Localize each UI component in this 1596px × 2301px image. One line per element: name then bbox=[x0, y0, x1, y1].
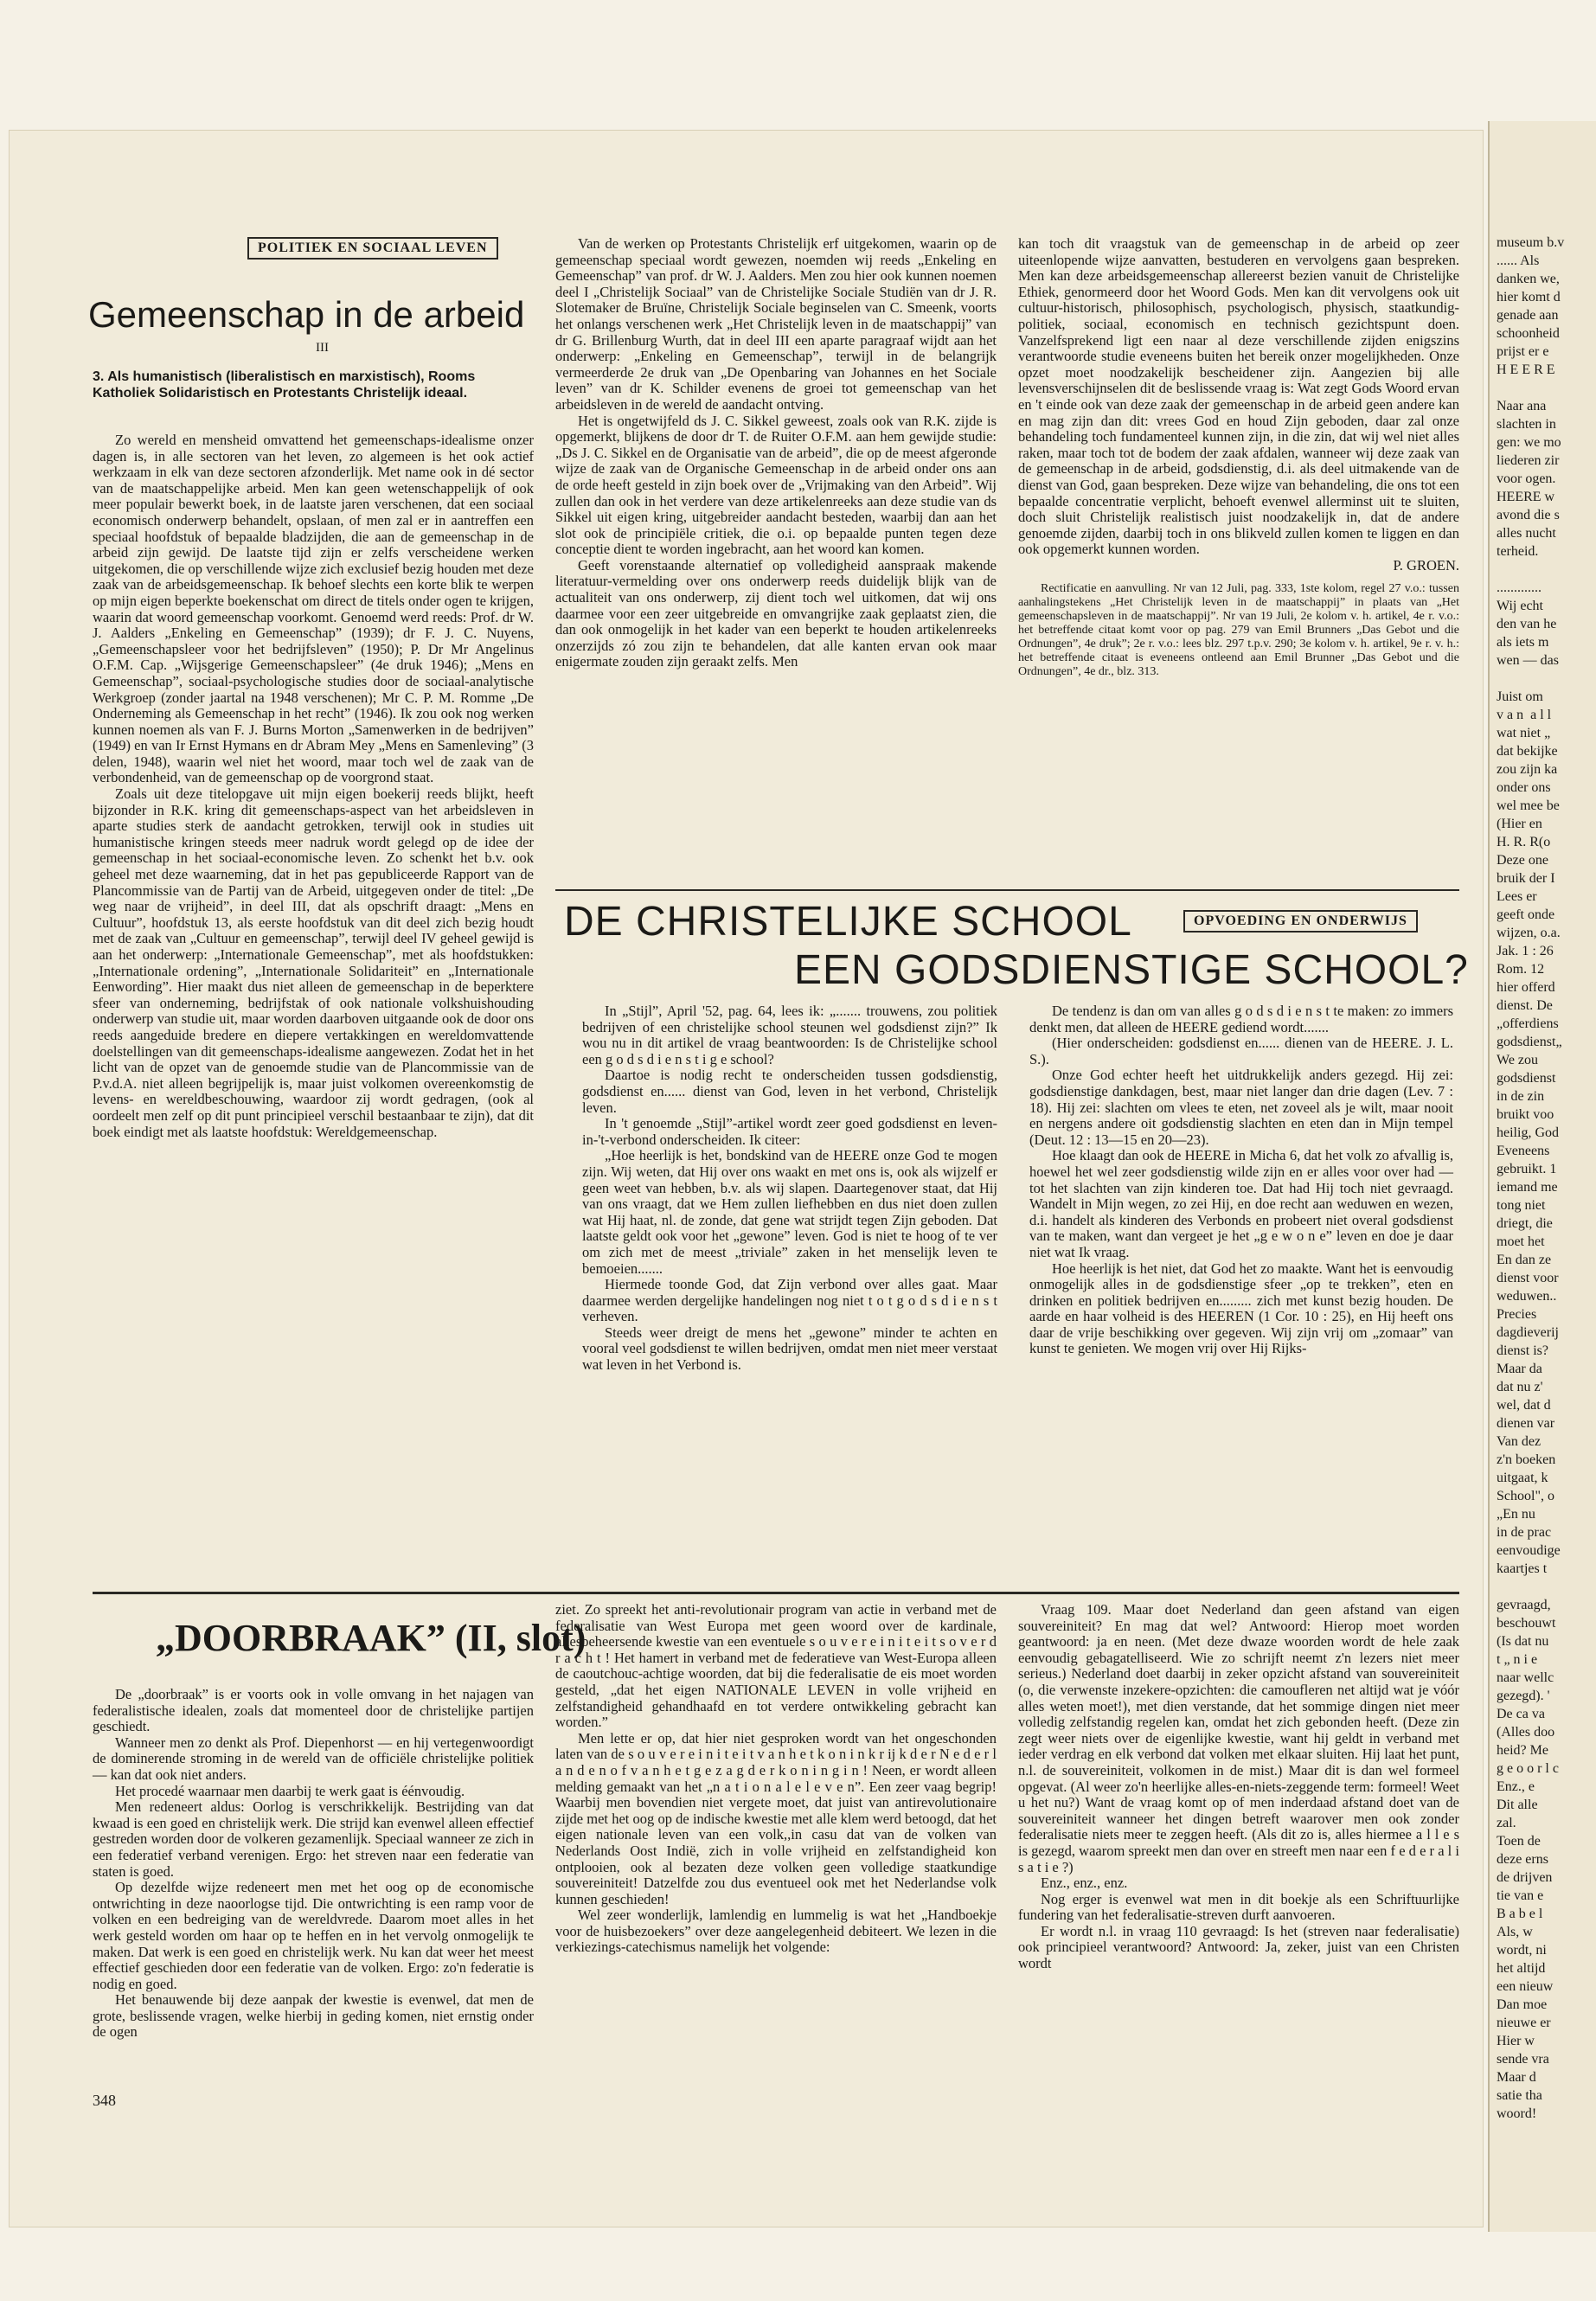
paragraph: Wel zeer wonderlijk, lamlendig en lummelig is wat het „Handboekje voor de huisbezoekers” over deze aangelegenheid debiteert. We lezen in die verkiezings-catechismus namelijk het volgende: bbox=[555, 1907, 997, 1956]
next-page-line bbox=[1497, 1578, 1564, 1596]
next-page-line: hier offerd bbox=[1497, 980, 1555, 995]
next-page-line: gezegd). ' bbox=[1497, 1689, 1550, 1703]
paragraph: Hoe heerlijk is het niet, dat God het zo maakte. Want het is eenvoudig onmogelijk alles in de godsdienstige sfeer „op te trekken”, eten en drinken en politiek bedrijven en......... zich met kunst bezig houden. De aarde en haar volheid is des HEEREN (1 Cor. 10 : 25), en Hij heeft ons daar de vrije beschikking over gegeven. Wij zijn vrij om „zomaar” van kunst te genieten. We mogen vrij over Hij Rijks- bbox=[1029, 1259, 1453, 1357]
paragraph: Het is ongetwijfeld ds J. C. Sikkel geweest, zoals ook van R.K. zijde is opgemerkt, blijkens de door dr T. de Ruiter O.F.M. aan hem gewijde studie: „Ds J. C. Sikkel en de Organisatie van de arbeid”, die op de meest afgeronde wijze de zaak van de Organische Gemeenschap in de arbeid onder ons aan de orde heeft gesteld in zijn boek over de „Vrijmaking van den Arbeid”. Wij zullen dan ook in het verdere van deze artikelenreeks aan deze studie van ds Sikkel uit eigen kring, uitgebreider aandacht besteden, waarbij dan aan het slot ook de principiële critiek, die o.i. op bepaalde punten tegen deze conceptie dient te worden ingebracht, aan het woord kan komen. bbox=[555, 412, 997, 558]
paragraph: Onze God echter heeft het uitdrukkelijk anders gezegd. Hij zei: godsdienstige dankdagen, best, maar niet langer dan drie dagen (Lev. 7 : 18). Hij zei: slachten om vlees te eten, net zoveel als je wilt, maar nooit en nergens andere oit godsdienstig slachten en eten dan in Mijn tempel (Deut. 12 : 13—15 en 20—23). bbox=[1029, 1067, 1453, 1148]
next-page-line: avond die s bbox=[1497, 508, 1560, 522]
next-page-line: ............. bbox=[1497, 580, 1542, 595]
paragraph: Nog erger is evenwel wat men in dit boekje als een Schriftuurlijke fundering van het federalisatie-streven durft aanvoeren. bbox=[1018, 1890, 1459, 1924]
next-page-line: driegt, die bbox=[1497, 1216, 1553, 1231]
next-page-line: kaartjes t bbox=[1497, 1561, 1548, 1576]
paragraph: Er wordt n.l. in vraag 110 gevraagd: Is het (streven naar federalisatie) ook principieel verantwoord? Antwoord: Ja, zeker, juist van een Christen wordt bbox=[1018, 1922, 1459, 1972]
next-page-line: het altijd bbox=[1497, 1961, 1546, 1976]
next-page-line: liederen zir bbox=[1497, 453, 1560, 468]
next-page-line: t „ n i e bbox=[1497, 1652, 1538, 1667]
next-page-line bbox=[1497, 379, 1564, 397]
next-page-line: weduwen.. bbox=[1497, 1289, 1557, 1304]
next-page-line: ...... Als bbox=[1497, 253, 1540, 268]
divider bbox=[555, 889, 1459, 891]
next-page-line: Maar da bbox=[1497, 1362, 1542, 1376]
next-page-line bbox=[1497, 670, 1564, 688]
paragraph: Men lette er op, dat hier niet gesproken wordt van het ongeschonden laten van de s o u v e r e i n i t e i t v a n h e t k o n i n k r ij k d e r N e d e r l a n d e n o f v a n h e t g e z a g d e r k o n i n g i n ! Neen, er wordt alleen melding gemaakt van het „n a t i o n a l e l e v e n”. Een zeer vaag begrip! Waarbij men bovendien niet vergete moet, dat juist van antirevolutionaire zijde met het oog op de indische kwestie met alle klem werd betoogd, dat het eigen nationale leven van een volk,,in casu dat van de volken van Nederlands Oost Indië, zich in volle vrijheid en zelfstandigheid kon ontplooien, ook al bezaten deze volken geen volledige staatkundige souvereiniteit! Datzelfde zou dus eventueel ook met het Nederlandse volk kunnen geschieden! bbox=[555, 1729, 997, 1907]
next-page-line: (Alles doo bbox=[1497, 1725, 1555, 1740]
rectification-note: Rectificatie en aanvulling. Nr van 12 Juli, pag. 333, 1ste kolom, regel 27 v.o.: tussen aanhalingstekens „Het Christelijk leven in de maatschappij” in plaats van „Het gemeenschapsleven in de maatschappij”. Nr van 19 Juli, 2e kolom v. h. artikel, 4e r. v.o.: het betreffende citaat komt voor op pag. 279 van Emil Brunners „Das Gebot und die Ordnungen”, 4e druk”; 2e r. v.o.: lees blz. 297 t.p.v. 290; 3e kolom v. h. artikel, 9e r. v. h.: het betreffende citaat is eveneens ontleend aan Emil Brunner „Das Gebot und die Ordnungen”, 4e dr., blz. 313. bbox=[1018, 582, 1459, 679]
next-page-line: voor ogen. bbox=[1497, 471, 1556, 486]
next-page-line: museum b.v bbox=[1497, 235, 1565, 250]
next-page-line: wat niet „ bbox=[1497, 726, 1551, 740]
next-page-line: H E E R E bbox=[1497, 362, 1555, 377]
next-page-line: zou zijn ka bbox=[1497, 762, 1558, 777]
magazine-page bbox=[9, 130, 1484, 2227]
paragraph: In „Stijl”, April '52, pag. 64, lees ik: „....... trouwens, zou politiek bedrijven of een christelijke school steunen wel godsdienst zijn?” Ik wou nu in dit artikel de vraag beantwoorden: Is de Christelijke school een g o d s d i e n s t i g e school? bbox=[582, 1003, 997, 1067]
next-page-line: heilig, God bbox=[1497, 1125, 1559, 1140]
paragraph: Van de werken op Protestants Christelijk erf uitgekomen, waarin op de gemeenschap speciaal wordt gewezen, noemden wij reeds „Enkeling en Gemeenschap” van prof. dr W. J. Aalders. Men zou hier ook kunnen noemen deel I „Christelijk Sociaal” van de Christelijke Sociale Studiën van dr J. R. Slotemaker de Bruïne, Christelijk Sociale beginselen van C. Smeenk, voorts het onlangs verschenen werk „Het Christelijk leven in de maatschappij” van dr G. Brillenburg Wurth, dat in deel III een aparte paragraaf wijdt aan het onderwerp: „Enkeling en Gemeenschap”, terwijl in de belangrijk vermeerderde 2e druk van „De Openbaring van Johannes en het Sociale leven” van dr K. Schilder evenens de groei tot gemeenschap van het arbeidsleven in de wereld de aandacht ontving. bbox=[555, 235, 997, 413]
next-page-line: Maar d bbox=[1497, 2070, 1536, 2085]
next-page-line: Hier w bbox=[1497, 2034, 1535, 2048]
next-page-line: godsdienst„ bbox=[1497, 1035, 1562, 1049]
next-page-line: sende vra bbox=[1497, 2052, 1549, 2067]
article1-subhead: 3. Als humanistisch (liberalistisch en marxistisch), Rooms Katholiek Solidaristisch en Protestants Christelijk ideaal. bbox=[93, 369, 476, 401]
next-page-line: „offerdiens bbox=[1497, 1016, 1559, 1031]
next-page-line: dienst is? bbox=[1497, 1343, 1548, 1358]
article3-title: „DOORBRAAK” (II, slot) bbox=[156, 1617, 586, 1659]
next-page-line: heid? Me bbox=[1497, 1743, 1548, 1758]
next-page-line: eenvoudige bbox=[1497, 1543, 1561, 1558]
next-page-line: Juist om bbox=[1497, 689, 1543, 704]
next-page-line: (Is dat nu bbox=[1497, 1634, 1549, 1649]
paragraph: Men redeneert aldus: Oorlog is verschrikkelijk. Bestrijding van dat kwaad is een goed en christelijk werk. Die strijd kan evenwel alleen effectief gestreden worden door de volkeren gezamenlijk. Speciaal wanneer ze zich in een federatief verband verenigen. Ergo: het streven naar een federatie van staten is goed. bbox=[93, 1798, 534, 1880]
next-page-line: En dan ze bbox=[1497, 1253, 1552, 1267]
article2-column-1 bbox=[582, 1003, 997, 1374]
next-page-line: als iets m bbox=[1497, 635, 1549, 650]
next-page-line: prijst er e bbox=[1497, 344, 1549, 359]
next-page-line: „En nu bbox=[1497, 1507, 1535, 1522]
article2-column-2 bbox=[1029, 1003, 1453, 1357]
next-page-line: Eveneens bbox=[1497, 1144, 1550, 1158]
next-page-line: tong niet bbox=[1497, 1198, 1546, 1213]
next-page-line: beschouwt bbox=[1497, 1616, 1556, 1631]
next-page-line: in de prac bbox=[1497, 1525, 1552, 1540]
section-label-opvoeding: OPVOEDING EN ONDERWIJS bbox=[1183, 910, 1418, 933]
next-page-line: Enz., e bbox=[1497, 1779, 1535, 1794]
paragraph: Steeds weer dreigt de mens het „gewone” minder te achten en vooral veel godsdienst te willen bedrijven, omdat men niet meer verstaat wat leven in het Verbond is. bbox=[582, 1324, 997, 1374]
next-page-line: naar wellc bbox=[1497, 1670, 1554, 1685]
next-page-line: wel mee be bbox=[1497, 798, 1560, 813]
article1-column-3 bbox=[1018, 236, 1459, 679]
next-page-line: dat bekijke bbox=[1497, 744, 1558, 759]
paragraph: Wanneer men zo denkt als Prof. Diepenhorst — en hij vertegenwoordigt de dominerende stroming in de wereld van de officiële christelijke politiek — kan dat ook niet anders. bbox=[93, 1734, 534, 1783]
article3-column-2 bbox=[555, 1602, 997, 1956]
next-page-line: terheid. bbox=[1497, 544, 1539, 559]
paragraph: Het benauwende bij deze aanpak der kwestie is evenwel, dat men de grote, beslissende vragen, welke hierbij in geding komen, niet ernstig onder de ogen bbox=[93, 1991, 534, 2041]
next-page-line: B a b e l bbox=[1497, 1907, 1543, 1921]
next-page-line: schoonheid bbox=[1497, 326, 1560, 341]
next-page-line: moet het bbox=[1497, 1234, 1545, 1249]
paragraph: Hoe klaagt dan ook de HEERE in Micha 6, dat het volk zo afvallig is, hoewel het wel zeer godsdienstig wilde zijn en er alles voor over had — tot het slachten van zijn kinderen toe. Dat had Hij toch niet gevraagd. Wandelt in Mijn wegen, zo zei Hij, en doe recht aan weduwen en wezen, d.i. handelt als kinderen des Verbonds en probeert niet overal godsdienst van te maken, want dan vergeet je het „g e w o n e” leven en doe je daar niet wat Ik vraag. bbox=[1029, 1147, 1453, 1260]
next-page-line: een nieuw bbox=[1497, 1979, 1554, 1994]
next-page-line: dienst. De bbox=[1497, 998, 1553, 1013]
next-page-line: dienst voor bbox=[1497, 1271, 1559, 1285]
next-page-line: Dan moe bbox=[1497, 1997, 1548, 2012]
next-page-line: Als, w bbox=[1497, 1925, 1533, 1939]
paragraph: Op dezelfde wijze redeneert men met het oog op de economische ontwrichting in deze naoorlogse tijd. Die ontwrichting is een ramp voor de volken en een bedreiging van de wereldvrede. Daarom moet alles in het werk gesteld worden om haar op te heffen en in het vervolg onmogelijk te maken. Dat werk is een goed en christelijk werk. Nu kan dat weer het meest effectief geschieden door een federatie van de volken. Ergo: zo'n federatie is nodig en goed. bbox=[93, 1879, 534, 1992]
next-page-line: satie tha bbox=[1497, 2088, 1542, 2103]
paragraph: ziet. Zo spreekt het anti-revolutionair program van actie in verband met de federalisatie van West Europa met geen woord over de kardinale, allesbeheersende kwestie van een eventuele s o u v e r e i n i t e i t s o v e r d r a c h t ! Het hamert in verband met de federatieve van West-Europa alleen de caoutchouc-achtige woorden, dat bij die federalisatie de eis moet worden gesteld, „dat het eigen NATIONALE LEVEN in volle vrijheid en zelfstandigheid gehandhaafd en tot verdere ontwikkeling gebracht kan worden.” bbox=[555, 1601, 997, 1731]
next-page-line: iemand me bbox=[1497, 1180, 1558, 1195]
next-page-line: Wij echt bbox=[1497, 599, 1543, 613]
next-page-line: We zou bbox=[1497, 1053, 1539, 1067]
next-page-line: Dit alle bbox=[1497, 1798, 1538, 1812]
article1-title: Gemeenschap in de arbeid bbox=[88, 294, 525, 335]
next-page-line: wen — das bbox=[1497, 653, 1559, 668]
next-page-line: woord! bbox=[1497, 2106, 1537, 2121]
page-number: 348 bbox=[93, 2092, 116, 2109]
article1-column-1 bbox=[93, 433, 534, 1140]
next-page-line: nieuwe er bbox=[1497, 2016, 1551, 2030]
next-page-line: Toen de bbox=[1497, 1834, 1541, 1849]
next-page-line: Naar ana bbox=[1497, 399, 1547, 413]
next-page-line: bruikt voo bbox=[1497, 1107, 1554, 1122]
section-label-politiek: POLITIEK EN SOCIAAL LEVEN bbox=[247, 237, 498, 260]
author-signature: P. GROEN. bbox=[1393, 556, 1459, 574]
next-page-line: wel, dat d bbox=[1497, 1398, 1551, 1413]
next-page-line: de drijven bbox=[1497, 1870, 1553, 1885]
next-page-line: geeft onde bbox=[1497, 907, 1555, 922]
next-page-line: Van dez bbox=[1497, 1434, 1542, 1449]
paragraph: Hiermede toonde God, dat Zijn verbond over alles gaat. Maar daarmee werden dergelijke handelingen nog niet t o t g o d s d i e n s t verheven. bbox=[582, 1276, 997, 1325]
paragraph: Geeft vorenstaande alternatief op volledigheid aanspraak makende literatuur-vermelding over ons onderwerp reeds duidelijk blijk van de actualiteit van ons onderwerp, zij dient toch wel uitkomen, dat wij ons daarmee voor een zeer uitgebreide en omvangrijke zaak geplaatst zien, die dan ook onmogelijk in het kader van een beperkt te houden artikelenreeks onzerzijds zó zou zijn te behandelen, dat alle kanten ervan ook maar enigermate zouden zijn geraakt zelfs. Men bbox=[555, 556, 997, 670]
paragraph: De „doorbraak” is er voorts ook in volle omvang in het najagen van federalistische idealen, zoals dat momenteel door de christelijke partijen geschiedt. bbox=[93, 1686, 534, 1735]
next-page-line: dagdieverij bbox=[1497, 1325, 1559, 1340]
next-page-line: gevraagd, bbox=[1497, 1598, 1551, 1612]
paragraph: Het procedé waarnaar men daarbij te werk gaat is éénvoudig. bbox=[115, 1782, 465, 1799]
article1-part-number: III bbox=[316, 341, 329, 355]
next-page-line: hier komt d bbox=[1497, 290, 1561, 304]
article2-title-line2: EEN GODSDIENSTIGE SCHOOL? bbox=[794, 947, 1469, 993]
next-page-line: Rom. 12 bbox=[1497, 962, 1545, 977]
next-page-line: godsdienst bbox=[1497, 1071, 1556, 1086]
next-page-line: zal. bbox=[1497, 1816, 1516, 1830]
paragraph: De tendenz is dan om van alles g o d s d i e n s t te maken: zo immers denkt men, dat alleen de HEERE gediend wordt....... bbox=[1029, 1003, 1453, 1035]
next-page-line: De ca va bbox=[1497, 1707, 1545, 1721]
next-page-line: wijzen, o.a. bbox=[1497, 926, 1561, 940]
next-page-line: den van he bbox=[1497, 617, 1557, 631]
next-page-line: danken we, bbox=[1497, 272, 1560, 286]
next-page-line: Deze one bbox=[1497, 853, 1548, 868]
paragraph: „Hoe heerlijk is het, bondskind van de HEERE onze God te mogen zijn. Wij weten, dat Hij over ons waakt en met ons is, ook als wijzelf er geen weet van hebben, b.v. als wij slapen. Daartegenover staat, dat Hij van ons vraagt, dat we Hem zullen liefhebben en dus niet doen zullen wat Hij haat, nl. de zonde, dat gene wat strijdt tegen Zijn geboden. Dat laatste geldt ook voor het „gewone” leven. God is niet te hoog of te ver om zich met de meest „triviale” zaken in het menselijk leven te bemoeien....... bbox=[582, 1147, 997, 1277]
next-page-line: Jak. 1 : 26 bbox=[1497, 944, 1554, 958]
paragraph: Zoals uit deze titelopgave uit mijn eigen boekerij reeds blijkt, heeft bijzonder in R.K. kring dit gemeenschaps-aspect van het arbeidsleven in aparte studies sterk de aandacht getrokken, terwijl ook in studies uit humanistische kringen steeds meer nadruk wordt gelegd op de idee der gemeenschap in het sociaal-economische leven. Zo schenkt het b.v. ook geheel met deze waarneming, dat in het pas gepubliceerde Rapport van de Plancommissie van de Partij van de Arbeid, uitgegeven onder de titel: „De weg naar de vrijheid”, in deel III, dat als opschrift draagt: „Mens en Cultuur”, hoofdstuk 13, als eerste hoofdstuk van dit deel zich bezig houdt met de zaak van „Cultuur en gemeenschap”, terwijl deel IV geheel gewijd is aan het onderwerp: „Internationale Gemeenschap”, met als hoofdstukken: „Internationale ordening”, „Internationale Solidariteit” en „Internationale Eenwording”. Hier maakt dus niet alleen de gemeenschap in de beperktere sfeer van onderneming, bedrijfstak of ook nationale volkshuishouding onderwerp van studie uit, maar worden daarboven uitgaande ook de door ons reeds aangeduide bredere en diepere vertakkingen en wereldomvattende doelstellingen van dit gemeenschaps-idealisme aangewezen. Zodat het in het licht van de opzet van de genoemde studie van de Plancommissie van de P.v.d.A. niet alleen begrijpelijk is, maar juist volkomen overeenkomstig de levens- en wereldbeschouwing, waardoor zij wordt gedragen, (ook al oordeelt men zelf op dit punt principieel verschil bestaanbaar te zijn), dat dit boek eindigt met als laatste hoofdstuk: Wereldgemeenschap. bbox=[93, 785, 534, 1140]
next-page-line: deze erns bbox=[1497, 1852, 1548, 1867]
next-page-line: slachten in bbox=[1497, 417, 1556, 432]
next-page-line: in de zin bbox=[1497, 1089, 1545, 1104]
next-page-line: (Hier en bbox=[1497, 817, 1542, 831]
next-page-line: onder ons bbox=[1497, 780, 1551, 795]
next-page-line: genade aan bbox=[1497, 308, 1559, 323]
next-page-line: z'n boeken bbox=[1497, 1452, 1556, 1467]
next-page-line: gen: we mo bbox=[1497, 435, 1561, 450]
next-page-line: uitgaat, k bbox=[1497, 1471, 1548, 1485]
next-page-line: gebruikt. 1 bbox=[1497, 1162, 1557, 1176]
next-page-line: Precies bbox=[1497, 1307, 1537, 1322]
next-page-line: HEERE w bbox=[1497, 490, 1555, 504]
next-page-line: wordt, ni bbox=[1497, 1943, 1547, 1958]
article3-column-3 bbox=[1018, 1602, 1459, 1972]
paragraph: Daartoe is nodig recht te onderscheiden tussen godsdienstig, godsdienst en...... dienst van God, leven in het verbond, Christelijk leven. bbox=[582, 1067, 997, 1116]
next-page-line: dienen var bbox=[1497, 1416, 1555, 1431]
next-page-line: alles nucht bbox=[1497, 526, 1556, 541]
next-page-line: dat nu z' bbox=[1497, 1380, 1543, 1394]
paragraph: Enz., enz., enz. bbox=[1041, 1875, 1128, 1892]
divider bbox=[93, 1592, 1459, 1594]
next-page-line bbox=[1497, 561, 1564, 579]
article1-column-2 bbox=[555, 236, 997, 670]
next-page-line: bruik der I bbox=[1497, 871, 1555, 886]
next-page-line: Lees er bbox=[1497, 889, 1537, 904]
paragraph: In 't genoemde „Stijl”-artikel wordt zeer goed godsdienst en leven-in-'t-verbond onderscheiden. Ik citeer: bbox=[582, 1115, 997, 1148]
next-page-edge bbox=[1488, 121, 1596, 2232]
next-page-line: g e o o r l c bbox=[1497, 1761, 1559, 1776]
next-page-line: H. R. R(o bbox=[1497, 835, 1551, 849]
paragraph: (Hier onderscheiden: godsdienst en...... dienen van de HEERE. J. L. S.). bbox=[1029, 1035, 1453, 1067]
next-page-line: tie van e bbox=[1497, 1888, 1544, 1903]
next-page-line: School", o bbox=[1497, 1489, 1554, 1503]
next-page-text bbox=[1497, 234, 1564, 2123]
paragraph: Zo wereld en mensheid omvattend het gemeenschaps-idealisme onzer dagen is, in alle sectoren van het leven, zo algemeen is het ook actief werkzaam in elk van deze sectoren afzonderlijk. Met name ook in dé sector van de maatschappelijke arbeid. Men kan geen wetenschappelijk of ook meer populair bewerkt boek, in de laatste jaren verschenen, dat een sociaal economisch onderwerp behandelt, opslaan, of men zal er in aantreffen een speciaal hoofdstuk of bepaalde bladzijden, die aan de gemeenschap in de arbeid zijn gewijd. De laatste tijd zijn er zelfs verscheidene werken uitgekomen, die op verschillende wijze zich exclusief bezig houden met deze zaak van de arbeidsgemeenschap. Ik behoef slechts een korte blik te werpen op mijn eigen beperkte boekenschat om direct de titels onder ogen te krijgen, waarin dat woord gemeenschap voorkomt. Genoemd werd reeds: Prof. dr W. J. Aalders „Enkeling en Gemeenschap” (1939); dr F. J. C. Nuyens, „Gemeenschapsleer voor het bedrijfsleven” (1950); P. Dr Mr Angelinus O.F.M. Cap. „Wijsgerige Gemeenschapsleer” (4e druk 1946); „Mens en Gemeenschap”, sociaal-psychologische studies door de sociaal-analytische Werkgroep (zonder jaartal na 1948 verschenen); Mr C. P. M. Romme „De Onderneming als Gemeenschap in het recht” (1946). Ik zou ook nog werken kunnen noemen als van F. J. Burns Morton „Samenwerken in de bedrijven” (1949) en van Ir Ernst Hymans en dr Abram Mey „Mens en Samenleving” (3 delen, 1948), waarin wel niet het woord, maar toch wel de zaak van de verbondenheid, van de gemeenschap op de voorgrond staat. bbox=[93, 432, 534, 786]
article2-title-line1: DE CHRISTELIJKE SCHOOL bbox=[564, 899, 1132, 945]
article3-column-1 bbox=[93, 1687, 534, 2041]
next-page-line: v a n a l l bbox=[1497, 708, 1552, 722]
paragraph: Vraag 109. Maar doet Nederland dan geen afstand van eigen souvereiniteit? En mag dat wel? Antwoord: Hierop moet worden geantwoord: ja en neen. (Met deze dwaze woorden wordt de hele zaak eenvoudig gebagatelliseerd. Wie zo schrijft neemt z'n lezers niet meer serieus.) Nederland doet daarbij in zeker opzicht afstand van souvereiniteit (o, die verwenste inzekere-opzichten: die camoufleren net altijd wat je vóór alles weten moet!), met dien verstande, dat het sommige dingen niet meer volledig zelfstandig regelen kan, omdat het zich gebonden heeft. (Deze zin zegt weer niets over de eigenlijke kwestie, want hij geldt in verband met ieder verdrag en elk verbond dat volken met elkaar sluiten. Hij laat het punt, n.l. de souvereiniteit, volkomen in de mist.) Maar dit is dan wel formeel opgevat. (Al weer zo'n heerlijke alles-en-niets-zeggende term: formeel! Weet u het nu?) Want de vraag komt op of men inderdaad afstand doet van de souvereiniteit wanneer het dingen betreft waarover men ook zonder federalisatie niets meer te zeggen heeft. (Als dit zo is, alles hiermee a l l e s is gezegd, waarom spreekt men dan over en streeft men naar een f e d e r a l i s a t i e ?) bbox=[1018, 1601, 1459, 1875]
paragraph: kan toch dit vraagstuk van de gemeenschap in de arbeid op zeer uiteenlopende wijze aanvatten, bestuderen en vervolgens gaan bespreken. Men kan deze arbeidsgemeenschap allereerst bezien vanuit de Christelijke Ethiek, genormeerd door het Woord Gods. Men kan dit vervolgens ook uit cultuur-historisch, philosophisch, psychologisch, physisch, staatkundig-politiek, sociaal, economisch en technisch gezichtspunt doen. Vanzelfsprekend ligt een naar al deze verschillende zijden enigszins verantwoorde studie eveneens buiten het bereik onzer mogelijkheden. Onze opzet moet noodzakelijk bescheidener zijn. Aangezien bij alle levensverschijnselen dit de beslissende vraag is: Wat zegt Gods Woord ervan en 't einde ook van deze zaak der gemeenschap in de arbeid geen andere kan en mag zijn dan dit: vrees God en houd Zijn geboden, daar zal onze behandeling toch fundamenteel kunnen zijn, in die zin, dat wij wel niet alles raken, maar toch tot de bodem der zaak afdalen, wanneer wij deze zaak van de gemeenschap in de arbeid, godsdienstig, d.i. als deel uitmakende van de dienst van God, gaan bespreken. Deze wijze van behandeling, die ons tot een bepaalde concentratie verplicht, behoeft evenwel allerminst uit te sluiten, doch sluit Christelijk realistisch juist noodzakelijk in, dat de andere genoemde zijden, daarbij toch in ons blikveld zullen komen te liggen en dan ook opgemerkt kunnen worden. bbox=[1018, 235, 1459, 558]
